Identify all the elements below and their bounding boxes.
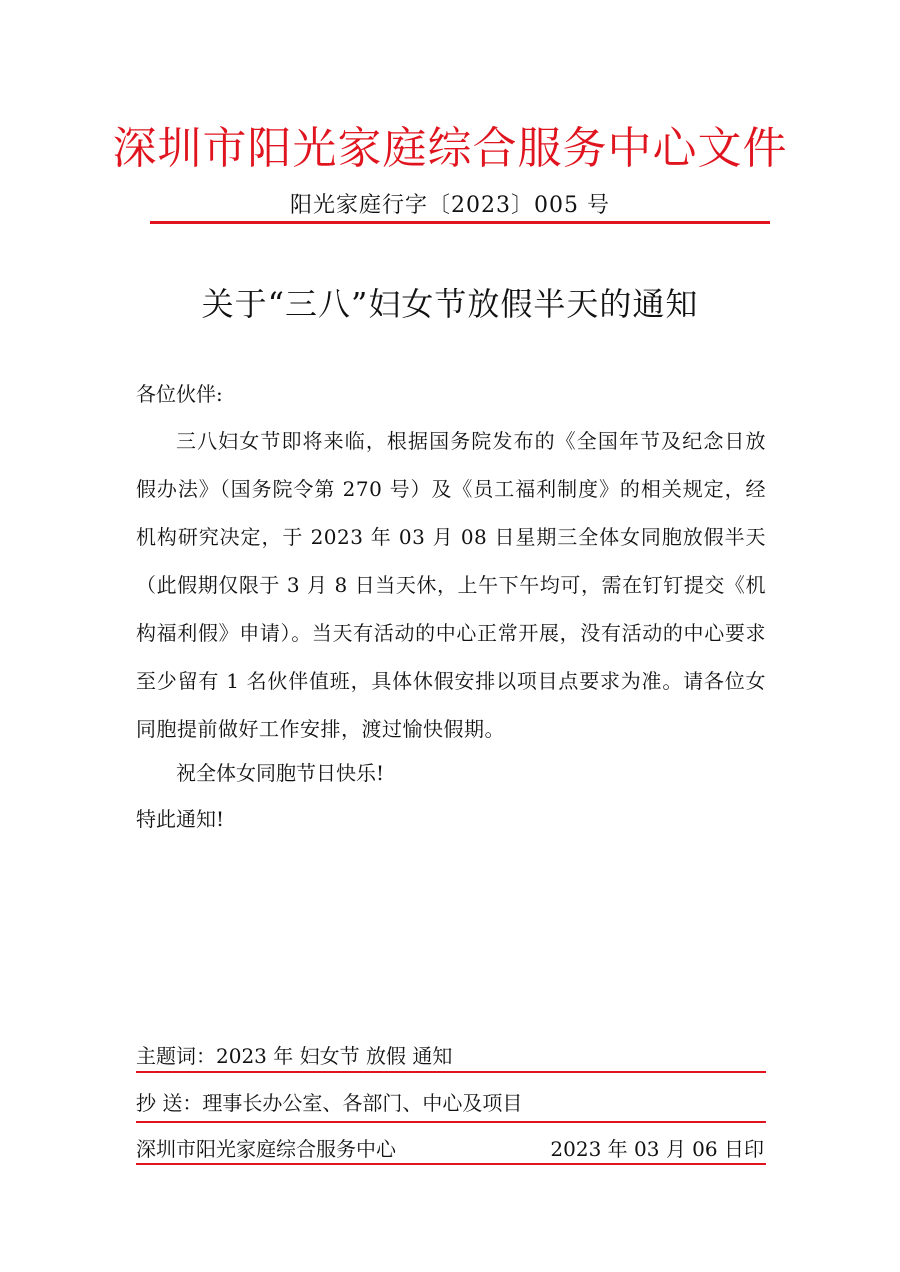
document-number: 阳光家庭行字〔2023〕005 号 xyxy=(290,193,610,218)
header-red-rule xyxy=(150,221,770,224)
carbon-copy: 抄 送：理事长办公室、各部门、中心及项目 xyxy=(136,1091,523,1115)
subject-keywords: 主题词：2023 年 妇女节 放假 通知 xyxy=(136,1044,453,1068)
footer-rule-3 xyxy=(136,1163,766,1165)
footer-rule-2 xyxy=(136,1121,766,1123)
issuer-header: 深圳市阳光家庭综合服务中心文件 xyxy=(112,123,788,174)
greeting: 各位伙伴: xyxy=(136,382,223,406)
closing-line: 特此通知! xyxy=(136,807,225,831)
body-paragraph: 三八妇女节即将来临，根据国务院发布的《全国年节及纪念日放假办法》（国务院令第 270 号）及《员工福利制度》的相关规定，经机构研究决定，于 2023 年 03 月 08 日星期三全体女同胞放假半天（此假期仅限于 3 月 8 日当天休，上午下午均可，需在钉钉提交《机构福利假》申请）。当天有活动的中心正常开展，没有活动的中心要求至少留有 1 名伙伴值班，具体休假安排以项目点要求为准。请各位女同胞提前做好工作安排，渡过愉快假期。 xyxy=(136,429,766,741)
footer-organization: 深圳市阳光家庭综合服务中心 xyxy=(136,1137,396,1161)
holiday-wish: 祝全体女同胞节日快乐! xyxy=(176,761,385,785)
document-title: 关于“三八”妇女节放假半天的通知 xyxy=(201,285,699,323)
footer-rule-1 xyxy=(136,1071,766,1073)
print-date: 2023 年 03 月 06 日印 xyxy=(550,1137,764,1161)
